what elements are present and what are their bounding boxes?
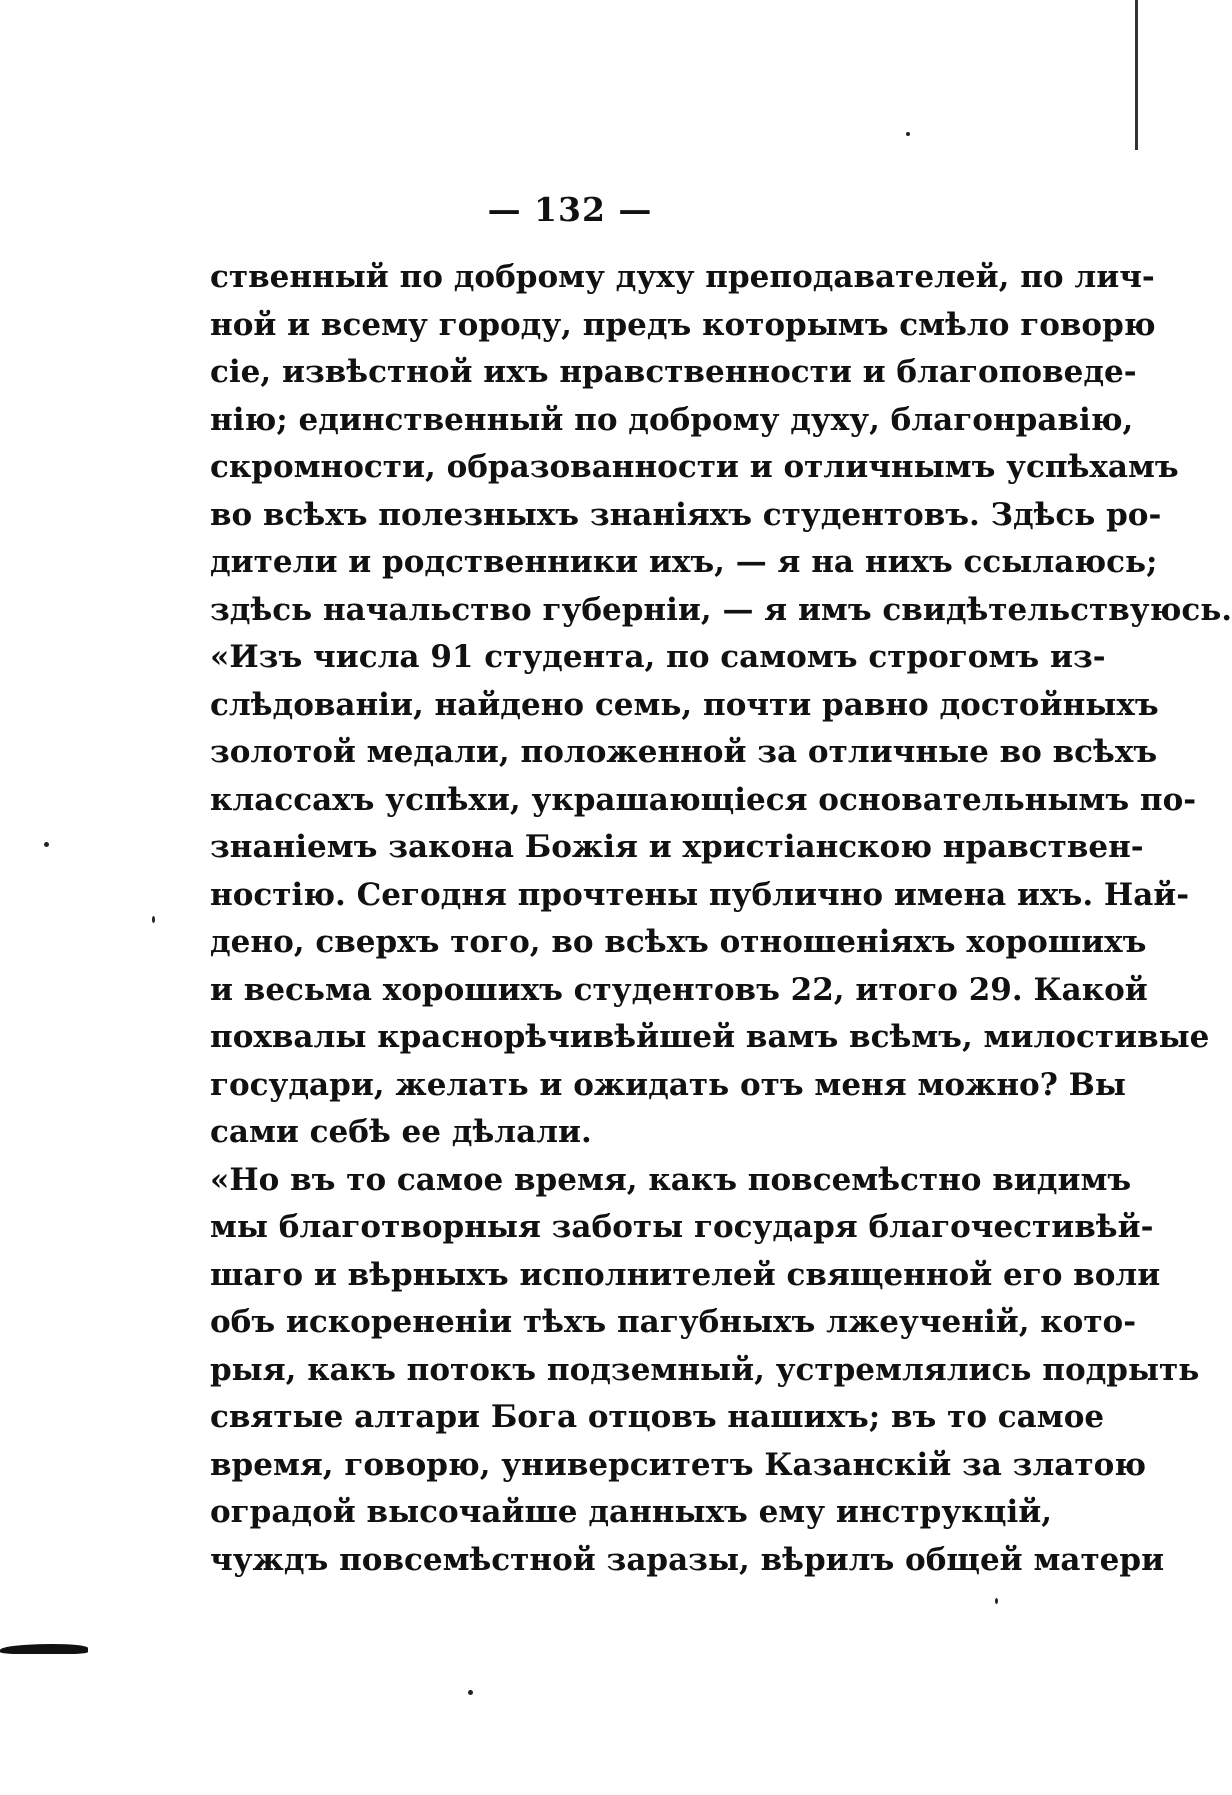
scan-speck — [44, 842, 49, 847]
text-line: оградой высочайше данныхъ ему инструкцій, — [210, 1494, 1053, 1530]
text-line: золотой медали, положенной за отличные во всѣхъ — [210, 734, 1158, 770]
text-line: шаго и вѣрныхъ исполнителей священной его воли — [210, 1256, 1161, 1293]
page-number: — 132 — — [487, 190, 653, 229]
paragraph-2 — [210, 634, 1210, 1157]
paragraph-3 — [210, 1157, 1200, 1585]
paragraph-1 — [210, 254, 1232, 634]
text-line: и весьма хорошихъ студентовъ 22, итого 29. Какой — [210, 971, 1148, 1008]
scan-speck — [995, 1598, 998, 1604]
text-line: знаніемъ закона Божія и христіанскою нравствен- — [210, 829, 1144, 865]
page-body — [210, 254, 1232, 1584]
text-line: святые алтари Бога отцовъ нашихъ; въ то самое — [210, 1399, 1105, 1435]
text-line: чуждъ повсемѣстной заразы, вѣрилъ общей матери — [210, 1541, 1165, 1578]
scan-speck — [906, 132, 910, 136]
text-line: объ искорененіи тѣхъ пагубныхъ лжеученій, кото- — [210, 1304, 1137, 1340]
margin-ink-smudge — [0, 1644, 88, 1654]
text-line: похвалы краснорѣчивѣйшей вамъ всѣмъ, милостивые — [210, 1019, 1210, 1055]
text-line: ностію. Сегодня прочтены публично имена ихъ. Най- — [210, 876, 1190, 913]
text-line: дители и родственники ихъ, — я на нихъ ссылаюсь; — [210, 544, 1158, 580]
text-line: ственный по доброму духу преподавателей, по лич- — [210, 259, 1155, 295]
text-line: нію; единственный по доброму духу, благонравію, — [210, 401, 1134, 438]
text-line: время, говорю, университетъ Казанскій за златою — [210, 1446, 1147, 1483]
text-line: государи, желать и ожидать отъ меня можно? Вы — [210, 1066, 1126, 1103]
text-line: «Но въ то самое время, какъ повсемѣстно видимъ — [210, 1161, 1132, 1198]
text-line: рыя, какъ потокъ подземный, устремлялись подрыть — [210, 1351, 1200, 1388]
text-line: здѣсь начальство губерніи, — я имъ свидѣтельствуюсь. — [210, 591, 1232, 628]
text-line: мы благотворныя заботы государя благочестивѣй- — [210, 1209, 1154, 1245]
text-line: классахъ успѣхи, украшающіеся основательнымъ по- — [210, 781, 1197, 818]
text-line: скромности, образованности и отличнымъ успѣхамъ — [210, 449, 1179, 485]
text-line: слѣдованіи, найдено семь, почти равно достойныхъ — [210, 686, 1159, 723]
text-line: во всѣхъ полезныхъ знаніяхъ студентовъ. Здѣсь ро- — [210, 496, 1162, 533]
text-line: ной и всему городу, предъ которымъ смѣло говорю — [210, 306, 1156, 343]
text-line: сами себѣ ее дѣлали. — [210, 1114, 592, 1150]
text-line: сіе, извѣстной ихъ нравственности и благоповеде- — [210, 354, 1137, 390]
scan-speck — [468, 1690, 473, 1695]
text-line: дено, сверхъ того, во всѣхъ отношеніяхъ хорошихъ — [210, 924, 1147, 960]
scan-speck — [152, 916, 155, 923]
text-line: «Изъ числа 91 студента, по самомъ строгомъ из- — [210, 639, 1106, 675]
scan-edge-mark — [1135, 0, 1138, 150]
